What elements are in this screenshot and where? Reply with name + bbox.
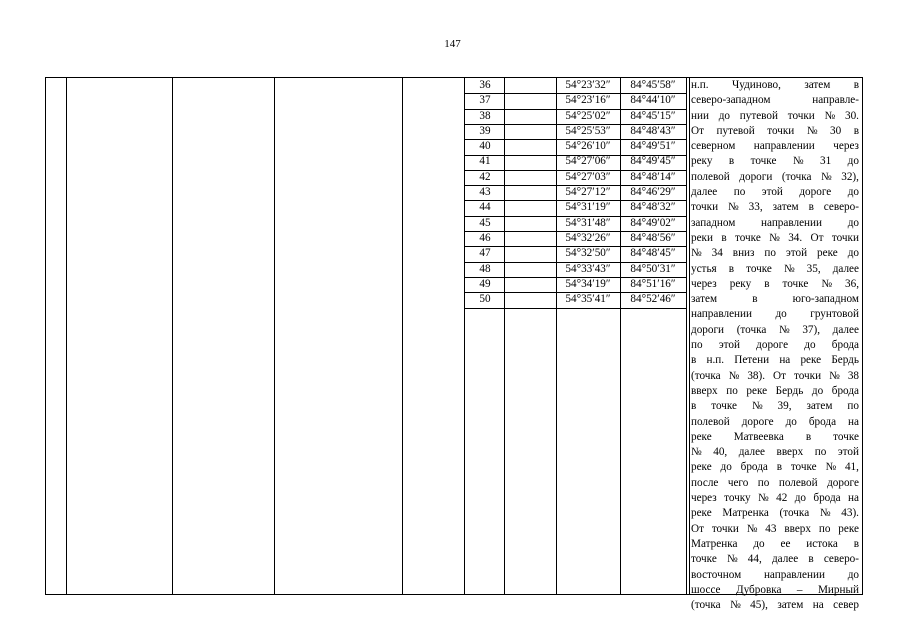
latitude-cell: 54°31′19″ (565, 201, 611, 214)
description-line: устья в точке № 35, далее (691, 262, 859, 275)
empty-cell (504, 154, 556, 169)
description-line: № 34 вниз по этой реке до (691, 247, 859, 260)
description-line: нии до путевой точки № 30. (691, 109, 859, 122)
point-number: 47 (479, 247, 491, 260)
latitude-cell: 54°32′50″ (565, 247, 611, 260)
description-line: точке № 44, далее в северо- (691, 553, 859, 566)
latitude-cell: 54°26′10″ (565, 140, 611, 153)
table-row (466, 78, 689, 93)
latitude-cell: 54°27′12″ (565, 186, 611, 199)
longitude-cell: 84°45′15″ (630, 109, 676, 122)
description-line: северном направлении через (691, 140, 859, 153)
description-line: по этой дороге до брода (691, 339, 859, 352)
table-row (466, 292, 689, 307)
point-number: 46 (479, 231, 491, 244)
point-number: 40 (479, 140, 491, 153)
description-line: в н.п. Петени на реке Бердь (691, 354, 859, 367)
latitude-cell: 54°25′53″ (565, 124, 611, 137)
longitude-cell: 84°50′31″ (630, 262, 676, 275)
description-line: затем в юго-западном (691, 293, 859, 306)
longitude-cell: 84°48′32″ (630, 201, 676, 214)
table-row (466, 231, 689, 246)
column-divider (66, 77, 67, 595)
description-line: № 40, далее вверх по этой (691, 446, 859, 459)
longitude-cell: 84°48′14″ (630, 170, 676, 183)
table-row (466, 109, 689, 124)
longitude-cell: 84°48′43″ (630, 124, 676, 137)
longitude-cell: 84°49′45″ (630, 155, 676, 168)
latitude-cell: 54°25′02″ (565, 109, 611, 122)
description-line: реку в точке № 31 до (691, 155, 859, 168)
point-number: 38 (479, 109, 491, 122)
empty-cell (504, 231, 556, 246)
description-line: полевой дороги (точка № 32), (691, 170, 859, 183)
table-row (466, 262, 689, 277)
empty-cell (504, 277, 556, 292)
point-number: 36 (479, 79, 491, 91)
point-number: 50 (479, 293, 491, 306)
description-line: северо-западном направле- (691, 94, 859, 107)
empty-cell (504, 78, 556, 93)
description-line: после чего по полевой дороге (691, 476, 859, 489)
empty-cell (504, 124, 556, 139)
latitude-cell: 54°32′26″ (565, 231, 611, 244)
description-line: От точки № 43 вверх по реке (691, 522, 859, 535)
empty-cell (504, 139, 556, 154)
description-line: реке до брода в точке № 41, (691, 461, 859, 474)
point-number: 41 (479, 155, 491, 168)
description-line: через реку в точке № 36, (691, 277, 859, 290)
point-number: 39 (479, 124, 491, 137)
table-row (466, 246, 689, 261)
longitude-cell: 84°49′02″ (630, 216, 676, 229)
table-row (466, 93, 689, 108)
description-line: дороги (точка № 37), далее (691, 323, 859, 336)
empty-cell (504, 200, 556, 215)
empty-cell (504, 216, 556, 231)
column-divider (689, 77, 690, 595)
point-number: 49 (479, 277, 491, 290)
description-line: реке Матренка (точка № 43). (691, 507, 859, 520)
description-line: восточном направлении до (691, 568, 859, 581)
point-number: 43 (479, 186, 491, 199)
latitude-cell: 54°31′48″ (565, 216, 611, 229)
latitude-cell: 54°27′03″ (565, 170, 611, 183)
coordinates-table (466, 78, 689, 307)
point-number: 42 (479, 170, 491, 183)
point-number: 44 (479, 201, 491, 214)
empty-cell (504, 292, 556, 307)
row-separator (464, 308, 686, 309)
longitude-cell: 84°48′56″ (630, 231, 676, 244)
longitude-cell: 84°48′45″ (630, 247, 676, 260)
description-line: Матренка до ее истока в (691, 537, 859, 550)
point-number: 48 (479, 262, 491, 275)
page-number: 147 (444, 38, 461, 50)
description-line: точки № 33, затем в северо- (691, 201, 859, 214)
description-line: направлении до грунтовой (691, 308, 859, 321)
description-line: реке Матвеевка в точке (691, 430, 859, 443)
longitude-cell: 84°45′58″ (630, 79, 676, 91)
description-line: через точку № 42 до брода на (691, 492, 859, 505)
longitude-cell: 84°51′16″ (630, 277, 676, 290)
latitude-cell: 54°23′16″ (565, 94, 611, 107)
table-row (466, 124, 689, 139)
description-line: (точка № 45), затем на север (691, 599, 859, 612)
description-line: н.п. Чудиново, затем в (691, 79, 859, 91)
description-line: вверх по реке Бердь до брода (691, 384, 859, 397)
latitude-cell: 54°33′43″ (565, 262, 611, 275)
description-line: шоссе Дубровка – Мирный (691, 583, 859, 596)
empty-cell (504, 246, 556, 261)
latitude-cell: 54°34′19″ (565, 277, 611, 290)
longitude-cell: 84°52′46″ (630, 293, 676, 306)
latitude-cell: 54°23′32″ (565, 79, 611, 91)
empty-cell (504, 262, 556, 277)
description-line: реки в точке № 34. От точки (691, 231, 859, 244)
description-line: далее по этой дороге до (691, 186, 859, 199)
empty-cell (504, 93, 556, 108)
empty-cell (504, 170, 556, 185)
longitude-cell: 84°46′29″ (630, 186, 676, 199)
table-row (466, 185, 689, 200)
table-row (466, 154, 689, 169)
description-line: полевой дороге до брода на (691, 415, 859, 428)
empty-cell (504, 185, 556, 200)
description-line: (точка № 38). От точки № 38 (691, 369, 859, 382)
table-row (466, 277, 689, 292)
description-line: в точке № 39, затем по (691, 400, 859, 413)
column-divider (172, 77, 173, 595)
table-row (466, 200, 689, 215)
latitude-cell: 54°35′41″ (565, 293, 611, 306)
point-number: 45 (479, 216, 491, 229)
description-line: От путевой точки № 30 в (691, 124, 859, 137)
table-row (466, 216, 689, 231)
empty-cell (504, 109, 556, 124)
table-row (466, 139, 689, 154)
point-number: 37 (479, 94, 491, 107)
column-divider (274, 77, 275, 595)
longitude-cell: 84°44′10″ (630, 94, 676, 107)
route-description (691, 78, 859, 613)
column-divider (402, 77, 403, 595)
longitude-cell: 84°49′51″ (630, 140, 676, 153)
description-line: западном направлении до (691, 216, 859, 229)
table-row (466, 170, 689, 185)
latitude-cell: 54°27′06″ (565, 155, 611, 168)
